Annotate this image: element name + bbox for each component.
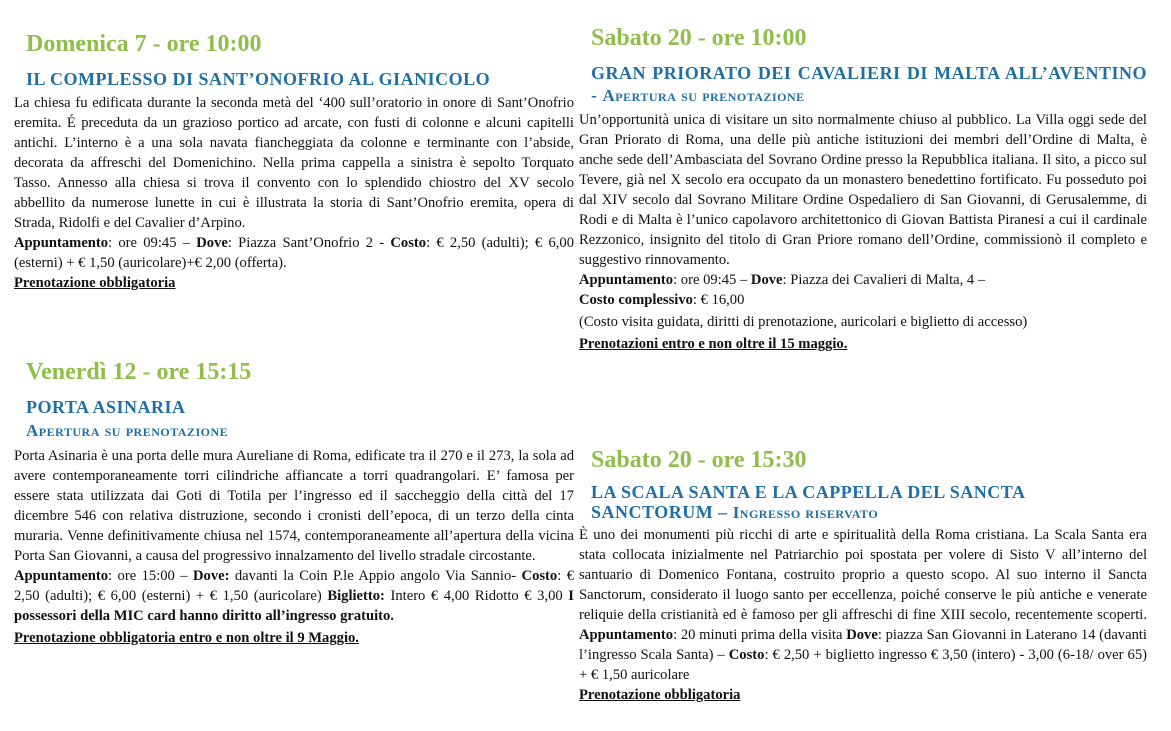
- title-text: GRAN PRIORATO DEI CAVALIERI DI MALTA ALL’AVENTINO -: [591, 63, 1147, 105]
- costo-text: : € 2,50 (adulti); € 6,00 (esterni) + € 1,50 (auricolare)+€ 2,00 (offerta).: [14, 235, 575, 271]
- event-subtitle: Apertura su prenotazione: [26, 421, 229, 440]
- dove-text: : piazza San Giovanni in Laterano 14 (davanti l’ingresso Scala Santa) –: [579, 627, 1147, 663]
- costo-label: Costo: [521, 568, 558, 584]
- prenotazione-note: Prenotazioni entro e non oltre il 15 maggio.: [579, 336, 848, 352]
- cost-note: (Costo visita guidata, diritti di prenotazione, auricolari e biglietto di accesso): [579, 314, 1028, 330]
- event-date: Domenica 7 - ore 10:00: [26, 31, 262, 57]
- event-cost: [579, 290, 1147, 310]
- title-small-caps: Apertura su prenotazione: [602, 86, 805, 105]
- appuntamento-label: Appuntamento: [14, 235, 109, 251]
- costo-text: : € 2,50 (adulti); € 6,00 (esterni) + € 1,50 (auricolare): [14, 568, 574, 604]
- appuntamento-label: Appuntamento: [14, 568, 109, 584]
- event-description: [579, 110, 1147, 270]
- event-title: [579, 62, 1147, 107]
- event-details: [579, 270, 1147, 290]
- dove-label: Dove: [750, 272, 783, 288]
- description-text: Un’opportunità unica di visitare un sito normalmente chiuso al pubblico. La Villa oggi sede del Gran Priorato di Roma, una delle più antiche istituzioni dei membri dell’Ordine di Malta, è anche sede dell’Ambasciata del Sovrano Ordine presso la Repubblica italiana. Il sito, a picco sul Tevere, già nel X secolo era occupato da un monastero benedettino fortificato. Fu posseduto poi dal XIV secolo dal Sovrano Militare Ordine Ospedaliero di San Giovanni, di Gerusalemme, di Rodi e di Malta è l’unico capolavoro architettonico di Giovan Battista Piranesi a cui il cardinale Rezzonico, insignito del titolo di Gran Priore romano dell’Ordine, commissionò il completo e suggestivo rinnovamento.: [579, 112, 1147, 268]
- event-date: Sabato 20 - ore 10:00: [591, 25, 807, 51]
- prenotazione-note: Prenotazione obbligatoria: [14, 275, 176, 291]
- event-date: Venerdì 12 - ore 15:15: [26, 359, 252, 385]
- event-date: Sabato 20 - ore 15:30: [591, 447, 807, 473]
- event-sant-onofrio: [14, 30, 574, 293]
- event-title: [579, 482, 1147, 523]
- description-text: La chiesa fu edificata durante la seconda metà del ‘400 sull’oratorio in onore di Sant’Onofrio eremita. É preceduta da un grazioso portico ad arcate, con fusti di colonne e alcuni capitelli antichi. L’interno è a una sola navata fiancheggiata da colonne e terminante con l’abside, decorata da affreschi del Domenichino. Nella prima cappella a sinistra è sepolto Torquato Tasso. Annesso alla chiesa si trova il convento con lo splendido chiostro del XV secolo abbellito da numerose lunette in cui è illustrata la storia di Sant’Onofrio eremita, opera di Strada, Ridolfi e del Cavalier d’Arpino.: [14, 95, 574, 231]
- title-small-caps: Ingresso riservato: [732, 503, 879, 522]
- costo-text: : € 16,00: [692, 292, 745, 308]
- costo-label: Costo: [390, 235, 427, 251]
- appuntamento-text: : ore 09:45 –: [673, 272, 751, 288]
- appuntamento-label: Appuntamento: [579, 627, 674, 643]
- dove-text: davanti la Coin P.le Appio angolo Via Sannio-: [229, 568, 522, 584]
- appuntamento-label: Appuntamento: [579, 272, 674, 288]
- appuntamento-text: : 20 minuti prima della visita: [673, 627, 847, 643]
- event-title: PORTA ASINARIA: [26, 397, 186, 417]
- event-description: [14, 446, 574, 566]
- dove-text: : Piazza Sant’Onofrio 2 -: [227, 235, 391, 251]
- biglietto-label: Biglietto:: [327, 588, 385, 604]
- event-description: [579, 525, 1147, 685]
- prenotazione-note: Prenotazione obbligatoria entro e non oltre il 9 Maggio.: [14, 630, 359, 646]
- appuntamento-text: : ore 15:00 –: [108, 568, 193, 584]
- mic-card-note: I possessori della MIC card hanno diritto all’ingresso gratuito.: [14, 588, 574, 624]
- event-description: [14, 93, 574, 233]
- event-title: IL COMPLESSO DI SANT’ONOFRIO AL GIANICOLO: [26, 69, 491, 89]
- description-text: Porta Asinaria è una porta delle mura Aureliane di Roma, edificate tra il 270 e il 273, la sola ad avere contemporaneamente torri cilindriche affiancate a torri quadrangolari. E’ famosa per essere stata utilizzata dai Goti di Totila per l’ingresso ed il saccheggio della città del 17 dicembre 546 con relativa distruzione, secondo i cronisti dell’epoca, di un terzo della cinta muraria. Venne definitivamente chiusa nel 1574, contemporaneamente all’apertura della vicina Porta San Giovanni, a causa del progressivo innalzamento del livello stradale circostante.: [14, 448, 574, 564]
- costo-label: Costo complessivo: [579, 292, 693, 308]
- event-gran-priorato: [579, 24, 1147, 354]
- title-text: LA SCALA SANTA E LA CAPPELLA DEL SANCTA SANCTORUM –: [591, 482, 1025, 522]
- dove-text: : Piazza dei Cavalieri di Malta, 4 –: [782, 272, 986, 288]
- dove-label: Dove:: [192, 568, 230, 584]
- dove-label: Dove: [196, 235, 228, 251]
- description-text: È uno dei monumenti più ricchi di arte e spiritualità della Roma cristiana. La Scala Santa era stata collocata inizialmente nel Patriarchio poi spostata per volere di Sisto V all’interno del santuario di Domenico Fontana, costruito proprio a questo scopo. Al suo interno il Sancta Sanctorum, considerato il luogo santo per eccellenza, poiché conserve le più antiche e venerate reliquie della cristianità ed è famoso per gli affreschi di fine XIII secolo, recentemente scoperti.: [579, 527, 1147, 623]
- costo-text: : € 2,50 + biglietto ingresso € 3,50 (intero) - 3,00 (6-18/ over 65) + € 1,50 auricolare: [579, 647, 1147, 683]
- prenotazione-note: Prenotazione obbligatoria: [579, 687, 741, 703]
- event-details: [14, 233, 574, 273]
- appuntamento-text: : ore 09:45 –: [108, 235, 197, 251]
- event-porta-asinaria: [14, 358, 574, 648]
- biglietto-text: Intero € 4,00 Ridotto € 3,00: [384, 588, 569, 604]
- event-details: [14, 566, 574, 626]
- costo-label: Costo: [728, 647, 765, 663]
- dove-label: Dove: [846, 627, 878, 643]
- event-scala-santa: [579, 446, 1147, 705]
